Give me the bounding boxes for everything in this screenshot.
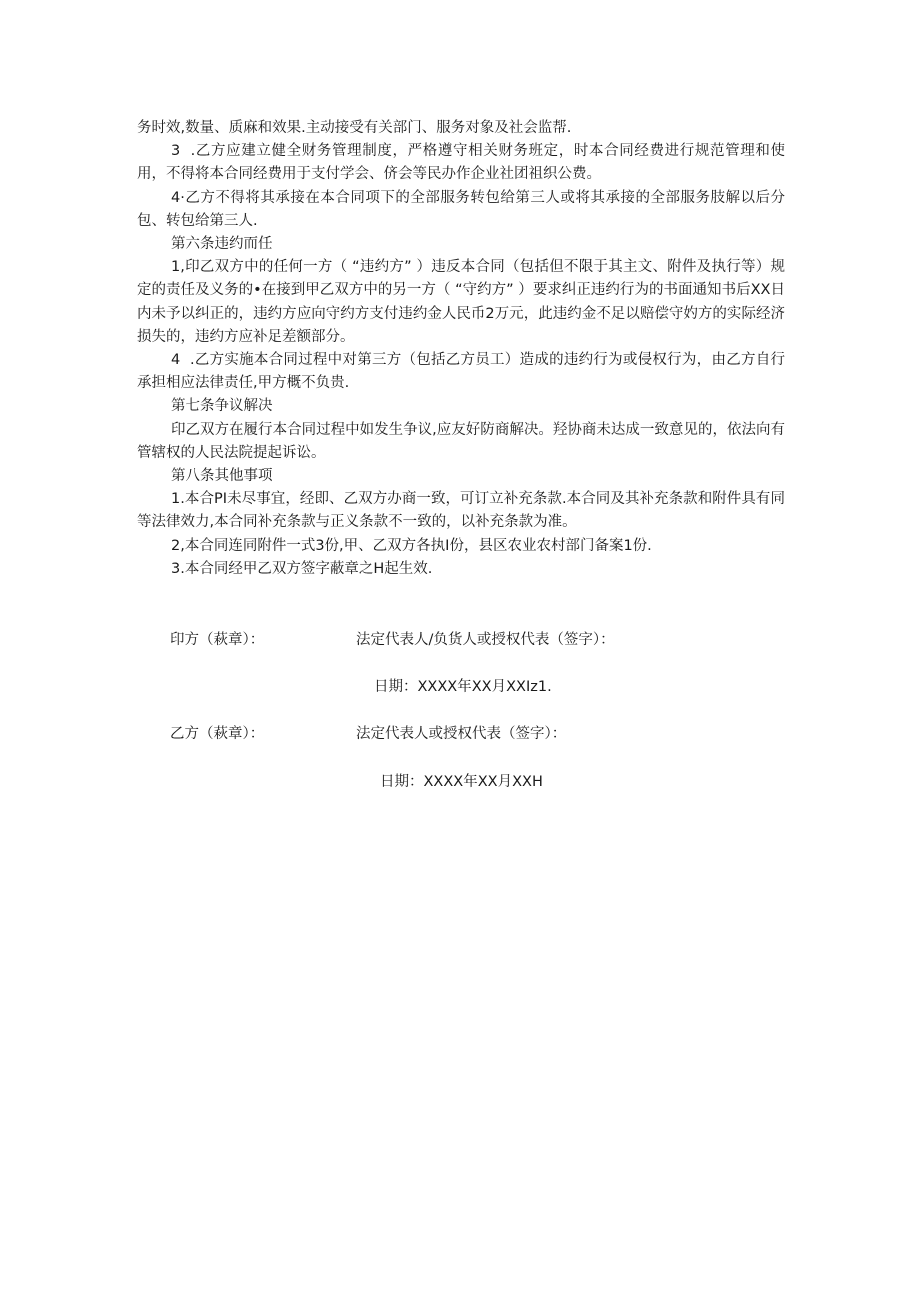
party-a-representative-label: 法定代表人/负货人或授权代表（签字）： bbox=[356, 632, 615, 648]
party-a-seal-label: 印方（萩章）： bbox=[170, 632, 265, 648]
clause-paragraph: 第八条其他事项 bbox=[171, 468, 273, 485]
clause-paragraph: 1,印乙双方中的任何一方（ “违约方” ）违反本合同（包括但不限于其主文、附件及执行等）规定的责任及义务的•在接到甲乙双方中的另一方（ “守约方” ）要求纠正违约行为的书面通知书后XX日内未予以纠正的，违约方应向守约方支付违约金人民币2万元，此违约金不足以赔偿守妁方的实际经济损失的，违约方应补足差额部分。 bbox=[137, 259, 785, 345]
clause-paragraph: 1.本合PI未尽事宜，经即、乙双方办商一致，可订立补充条款.本合同及其补充条款和附件具有同等法律效力,本合同补充条款与正义条款不一致的，以补充条款为准。 bbox=[137, 491, 785, 531]
party-b-seal-label: 乙方（萩章）： bbox=[170, 726, 265, 742]
clause-paragraph: 3.本合同经甲乙双方签字蔽章之H起生效. bbox=[171, 560, 433, 577]
clause-paragraph: 印乙双方在履行本合同过程中如发生争议,应友好防商解决。羟协商未达成一致意见的，依法向有管辖权的人民法院提起诉讼。 bbox=[137, 421, 785, 461]
party-a-date: 日期：XXXX年XX月XXIz1. bbox=[374, 679, 552, 695]
clause-paragraph: 第七条争议解决 bbox=[171, 398, 273, 415]
clause-paragraph: 2,本合同连同附件一式3份,甲、乙双方各执I份，县区农业农村部门备案1份. bbox=[171, 537, 652, 554]
clause-paragraph: 4 .乙方实施本合同过程中对第三方（包括乙方员工）造成的违约行为或侵权行为，由乙方自行承担相应法律责任,甲方概不负贵. bbox=[137, 352, 785, 392]
clause-paragraph: 第六条违约而任 bbox=[171, 236, 273, 253]
contract-body bbox=[137, 117, 785, 581]
party-b-representative-label: 法定代表人或授权代表（签字）： bbox=[356, 726, 567, 742]
party-b-date: 日期：XXXX年XX月XXH bbox=[380, 774, 543, 790]
clause-paragraph: 务时效,数量、质麻和效果.主动接受有关部门、服务对象及社会监帮. bbox=[137, 120, 572, 136]
clause-paragraph: 4·乙方不得将其承接在本合同项下的全部服务转包给第三人或将其承接的全部服务肢解以后分包、转包给第三人. bbox=[137, 189, 785, 229]
clause-paragraph: 3 .乙方应建立健全财务管理制度，严格遵守相关财务班定，时本合同经费进行规范管理和使用，不得将本合同经费用于支付学会、侪会等民办作企业社团祖织公费。 bbox=[137, 143, 785, 183]
